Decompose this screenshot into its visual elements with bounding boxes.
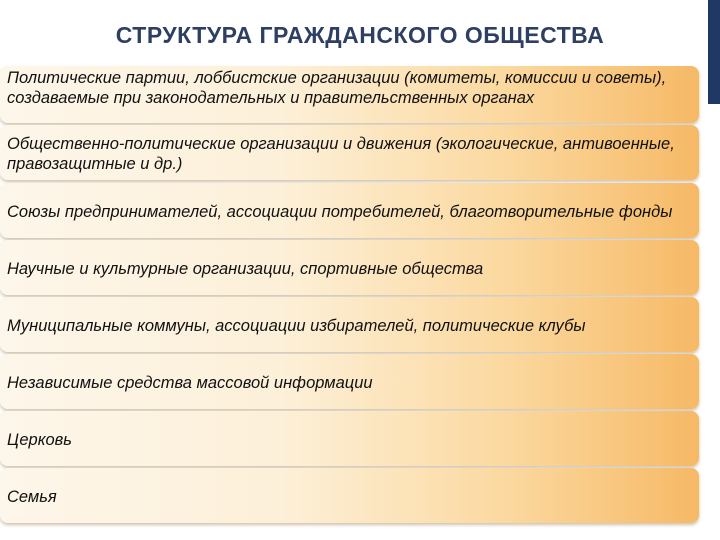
list-item-business-unions [0, 183, 699, 238]
list-item-text: Семья [7, 487, 57, 506]
list-item-public-movements [0, 125, 699, 180]
list-item-political-parties [0, 66, 699, 123]
list-item-independent-media [0, 354, 699, 409]
accent-bar [708, 0, 720, 104]
list-item-text: Союзы предпринимателей, ассоциации потребителей, благотворительные фонды [7, 202, 673, 221]
list-item-municipal-communes [0, 297, 699, 352]
list-item-text: Политические партии, лоббистские организации (комитеты, комиссии и советы), создаваемые при законодательных и правительственных органах [7, 69, 667, 107]
list-item-text: Независимые средства массовой информации [7, 373, 373, 392]
list-item-text: Общественно-политические организации и движения (экологические, антивоенные, правозащитные и др.) [7, 134, 675, 173]
list-item-family [0, 468, 699, 523]
list-item-text: Научные и культурные организации, спортивные общества [7, 259, 484, 278]
list-item-church [0, 411, 699, 466]
list-item-science-culture [0, 240, 699, 295]
list-item-text: Церковь [7, 430, 72, 449]
page-title: СТРУКТУРА ГРАЖДАНСКОГО ОБЩЕСТВА [115, 22, 605, 48]
list-item-text: Муниципальные коммуны, ассоциации избирателей, политические клубы [7, 316, 586, 335]
